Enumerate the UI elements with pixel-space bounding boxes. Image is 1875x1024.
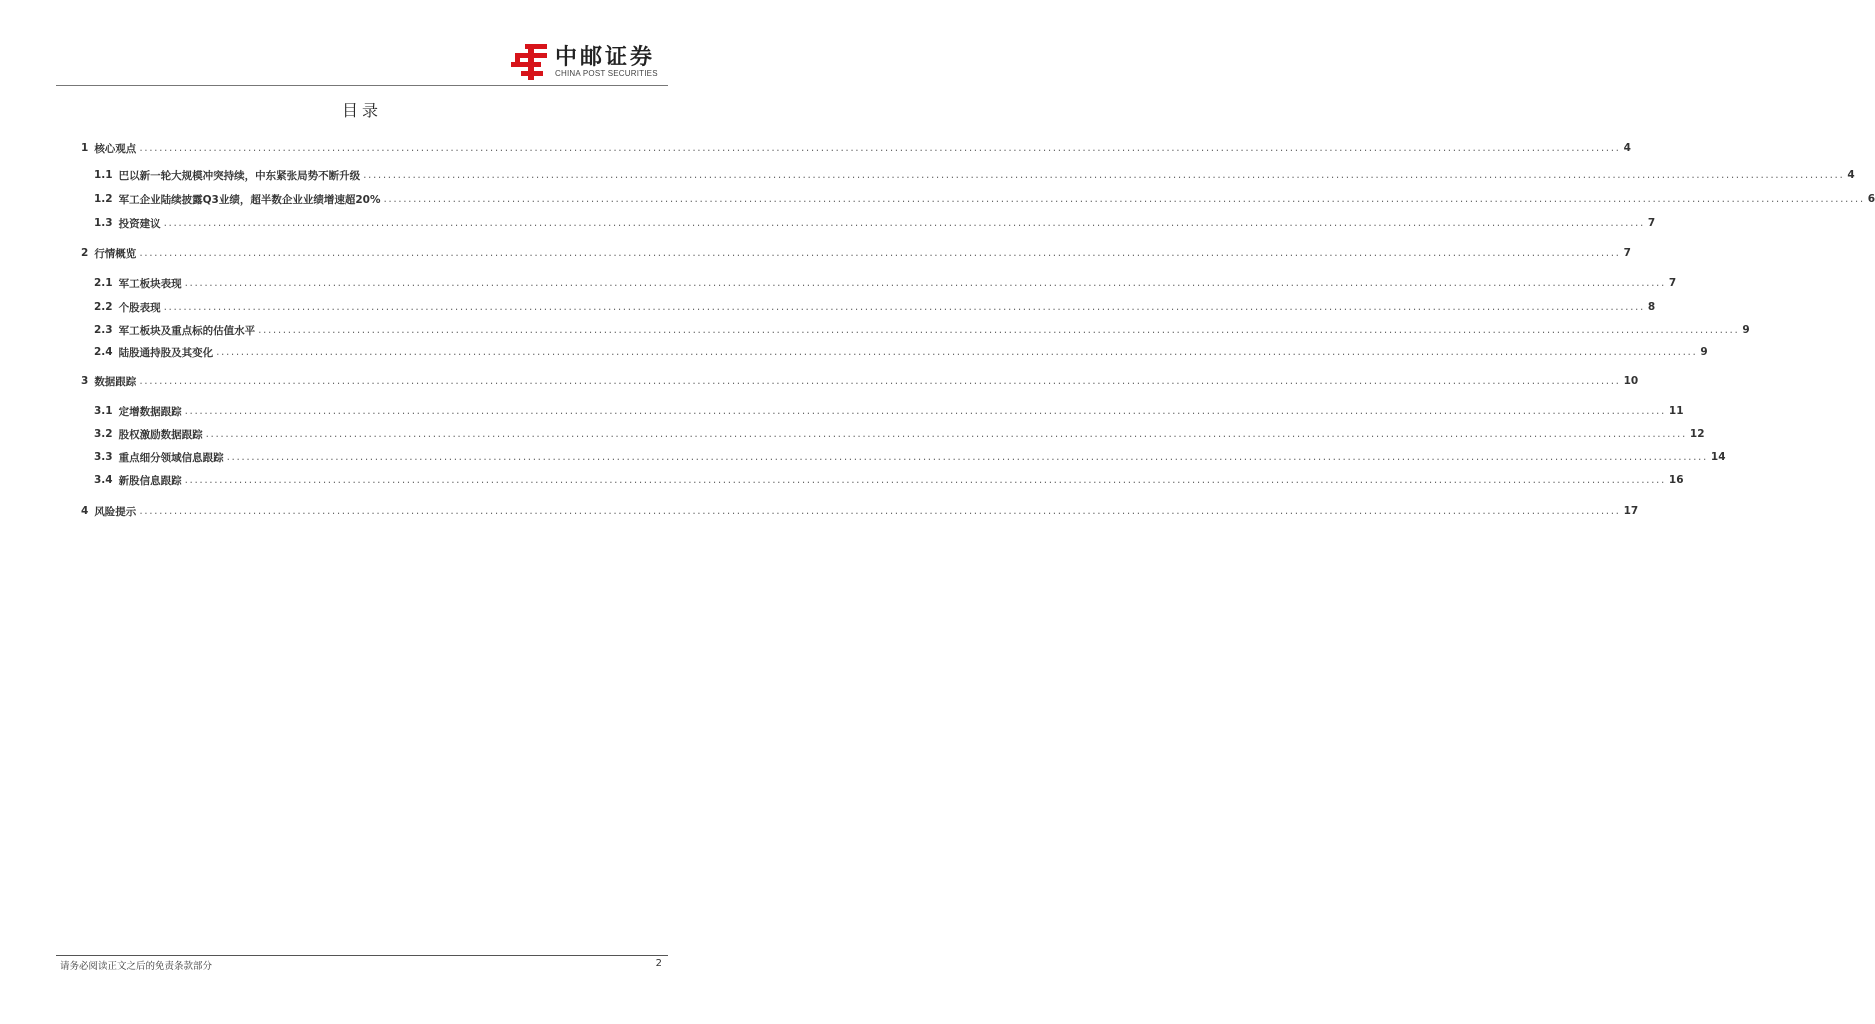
toc-entry[interactable] bbox=[94, 191, 1875, 207]
toc-entry[interactable] bbox=[81, 245, 1631, 261]
toc-entry-page: 9 bbox=[1700, 346, 1708, 358]
toc-entry[interactable] bbox=[94, 344, 1708, 360]
toc-entry[interactable] bbox=[94, 167, 1855, 183]
brand-name-en: CHINA POST SECURITIES bbox=[555, 69, 658, 78]
brand-logo bbox=[511, 42, 666, 82]
toc-entry[interactable] bbox=[94, 322, 1750, 338]
toc-entry-page: 7 bbox=[1668, 277, 1677, 289]
toc-entry-page: 4 bbox=[1847, 169, 1855, 181]
toc-leader-dots: ............................................................................................................................................................................................................................................................................................................ bbox=[139, 505, 1621, 517]
toc-entry[interactable] bbox=[94, 215, 1656, 231]
toc-entry[interactable] bbox=[81, 503, 1639, 519]
footer-disclaimer: 请务必阅读正文之后的免责条款部分 bbox=[60, 961, 213, 972]
footer-page-number: 2 bbox=[655, 958, 662, 969]
toc-entry-page: 7 bbox=[1647, 217, 1656, 229]
toc-entry-label: 军工企业陆续披露Q3业绩，超半数企业业绩增速超20% bbox=[118, 193, 381, 206]
toc-entry-page: 11 bbox=[1668, 405, 1684, 417]
footer-divider bbox=[56, 955, 668, 956]
toc-entry-number: 1 bbox=[81, 142, 89, 154]
toc-entry-page: 9 bbox=[1742, 324, 1750, 336]
china-post-logo-icon bbox=[511, 42, 549, 82]
toc-entry-page: 8 bbox=[1647, 301, 1656, 313]
toc-entry-page: 6 bbox=[1867, 193, 1875, 205]
toc-entry-number: 3.3 bbox=[94, 451, 113, 463]
toc-entry-number: 3.4 bbox=[94, 474, 113, 486]
toc-entry-number: 3.2 bbox=[94, 428, 113, 440]
toc-entry-number: 3 bbox=[81, 375, 89, 387]
toc-leader-dots: ............................................................................................................................................................................................................................................................................................................ bbox=[163, 217, 1645, 229]
toc-leader-dots: ............................................................................................................................................................................................................................................................................................................ bbox=[216, 346, 1698, 358]
toc-entry-label: 投资建议 bbox=[118, 217, 161, 230]
toc-entry-number: 4 bbox=[81, 505, 89, 517]
toc-entry[interactable] bbox=[81, 373, 1639, 389]
toc-entry-page: 16 bbox=[1668, 474, 1684, 486]
toc-entry-label: 新股信息跟踪 bbox=[118, 474, 182, 487]
toc-entry[interactable] bbox=[94, 472, 1684, 488]
toc-leader-dots: ............................................................................................................................................................................................................................................................................................................ bbox=[139, 142, 1621, 154]
toc-entry-label: 数据跟踪 bbox=[94, 375, 137, 388]
toc-leader-dots: ............................................................................................................................................................................................................................................................................................................ bbox=[258, 324, 1740, 336]
toc-leader-dots: ............................................................................................................................................................................................................................................................................................................ bbox=[383, 193, 1865, 205]
toc-entry[interactable] bbox=[81, 140, 1631, 156]
toc-entry[interactable] bbox=[94, 299, 1656, 315]
toc-entry[interactable] bbox=[94, 275, 1677, 291]
toc-leader-dots: ............................................................................................................................................................................................................................................................................................................ bbox=[139, 375, 1621, 387]
toc-entry-label: 股权激励数据跟踪 bbox=[118, 428, 203, 441]
toc-entry-label: 重点细分领域信息跟踪 bbox=[118, 451, 224, 464]
toc-leader-dots: ............................................................................................................................................................................................................................................................................................................ bbox=[205, 428, 1687, 440]
toc-entry-page: 12 bbox=[1689, 428, 1705, 440]
toc-entry-label: 风险提示 bbox=[94, 505, 137, 518]
toc-leader-dots: ............................................................................................................................................................................................................................................................................................................ bbox=[363, 169, 1845, 181]
toc-leader-dots: ............................................................................................................................................................................................................................................................................................................ bbox=[184, 277, 1666, 289]
toc-entry-label: 军工板块及重点标的估值水平 bbox=[118, 324, 256, 337]
toc-entry-number: 1.3 bbox=[94, 217, 113, 229]
toc-entry-page: 4 bbox=[1623, 142, 1631, 154]
toc-entry-number: 3.1 bbox=[94, 405, 113, 417]
toc-leader-dots: ............................................................................................................................................................................................................................................................................................................ bbox=[139, 247, 1621, 259]
toc-leader-dots: ............................................................................................................................................................................................................................................................................................................ bbox=[163, 301, 1645, 313]
toc-entry-label: 个股表现 bbox=[118, 301, 161, 314]
toc-leader-dots: ............................................................................................................................................................................................................................................................................................................ bbox=[184, 405, 1666, 417]
toc-leader-dots: ............................................................................................................................................................................................................................................................................................................ bbox=[226, 451, 1708, 463]
toc-entry-number: 2.1 bbox=[94, 277, 113, 289]
toc-leader-dots: ............................................................................................................................................................................................................................................................................................................ bbox=[184, 474, 1666, 486]
toc-entry-label: 定增数据跟踪 bbox=[118, 405, 182, 418]
toc-entry-number: 1.2 bbox=[94, 193, 113, 205]
toc-entry-page: 17 bbox=[1623, 505, 1639, 517]
toc-entry[interactable] bbox=[94, 426, 1705, 442]
page-header bbox=[0, 0, 724, 88]
toc-entry[interactable] bbox=[94, 403, 1684, 419]
toc-entry-number: 2 bbox=[81, 247, 89, 259]
brand-name-cn: 中邮证券 bbox=[555, 45, 656, 70]
toc-entry-number: 2.4 bbox=[94, 346, 113, 358]
header-divider bbox=[56, 85, 668, 86]
toc-entry-page: 7 bbox=[1623, 247, 1631, 259]
toc-entry-label: 陆股通持股及其变化 bbox=[118, 346, 214, 359]
toc-entry-number: 1.1 bbox=[94, 169, 113, 181]
toc-entry-number: 2.3 bbox=[94, 324, 113, 336]
toc-entry-page: 14 bbox=[1710, 451, 1726, 463]
toc-entry[interactable] bbox=[94, 449, 1726, 465]
toc-entry-label: 军工板块表现 bbox=[118, 277, 182, 290]
toc-entry-label: 巴以新一轮大规模冲突持续，中东紧张局势不断升级 bbox=[118, 169, 361, 182]
toc-entry-label: 行情概览 bbox=[94, 247, 137, 260]
toc-entry-page: 10 bbox=[1623, 375, 1639, 387]
toc-entry-number: 2.2 bbox=[94, 301, 113, 313]
toc-title: 目录 bbox=[341, 101, 382, 120]
toc-entry-label: 核心观点 bbox=[94, 142, 137, 155]
